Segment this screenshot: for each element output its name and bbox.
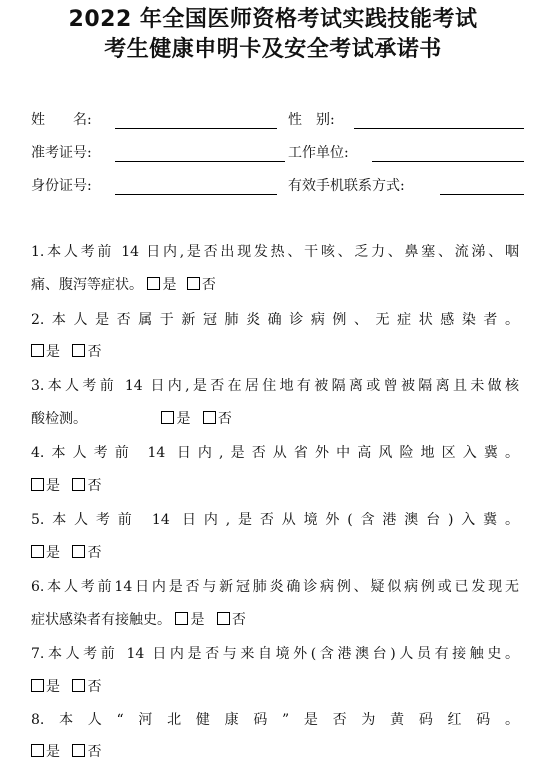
phone-field <box>288 177 528 197</box>
document-title-line2: 考生健康申明卡及安全考试承诺书 <box>104 37 442 62</box>
gender-input-line[interactable] <box>354 128 524 129</box>
question-7-line1: 7.本人考前 14 日内是否与来自境外(含港澳台)人员有接触史。 <box>31 646 519 662</box>
ticket-number-field <box>31 144 291 164</box>
checkbox-icon <box>31 744 44 757</box>
checkbox-icon <box>31 545 44 558</box>
checkbox-icon <box>161 411 174 424</box>
question-7-options <box>31 678 101 696</box>
checkbox-icon <box>175 612 188 625</box>
checkbox-icon <box>147 277 160 290</box>
ticket-number-label: 准考证号: <box>31 145 92 161</box>
q4-no-option[interactable]: 否 <box>72 477 101 495</box>
q6-no-option[interactable]: 否 <box>217 611 246 629</box>
question-6-line2: 症状感染者有接触史。 是 否 <box>31 612 246 628</box>
question-8-options <box>31 743 101 761</box>
question-5-line1: 5.本人考前 14 日内,是否从境外(含港澳台)入冀。 <box>31 512 519 528</box>
checkbox-icon <box>72 744 85 757</box>
question-4-options <box>31 477 101 495</box>
question-2-line1: 2.本人是否属于新冠肺炎确诊病例、无症状感染者。 <box>31 312 519 328</box>
q3-no-option[interactable]: 否 <box>203 410 232 428</box>
workplace-input-line[interactable] <box>372 161 524 162</box>
q7-yes-option[interactable]: 是 <box>31 678 60 696</box>
q5-yes-option[interactable]: 是 <box>31 544 60 562</box>
document-title-line1: 2022 年全国医师资格考试实践技能考试 <box>68 7 478 32</box>
question-8-line1: 8.本人“河北健康码”是否为黄码红码。 <box>31 712 519 728</box>
checkbox-icon <box>72 478 85 491</box>
checkbox-icon <box>72 679 85 692</box>
checkbox-icon <box>72 344 85 357</box>
question-5-options <box>31 544 101 562</box>
checkbox-icon <box>31 344 44 357</box>
q8-no-option[interactable]: 否 <box>72 743 101 761</box>
question-3-line1: 3.本人考前 14 日内,是否在居住地有被隔离或曾被隔离且未做核 <box>31 378 519 394</box>
q2-no-option[interactable]: 否 <box>72 343 101 361</box>
q5-no-option[interactable]: 否 <box>72 544 101 562</box>
workplace-field <box>288 144 528 164</box>
phone-input-line[interactable] <box>440 194 524 195</box>
checkbox-icon <box>187 277 200 290</box>
q3-yes-option[interactable]: 是 <box>161 410 190 428</box>
q4-yes-option[interactable]: 是 <box>31 477 60 495</box>
workplace-label: 工作单位: <box>288 145 349 161</box>
name-input-line[interactable] <box>115 128 277 129</box>
id-number-label: 身份证号: <box>31 178 92 194</box>
checkbox-icon <box>217 612 230 625</box>
q6-yes-option[interactable]: 是 <box>175 611 204 629</box>
question-2-options <box>31 343 101 361</box>
name-label: 姓 名: <box>31 112 92 128</box>
q1-no-option[interactable]: 否 <box>187 276 216 294</box>
checkbox-icon <box>72 545 85 558</box>
gender-field <box>288 111 528 131</box>
question-3-line2: 酸检测。 是 否 <box>31 411 232 427</box>
q1-yes-option[interactable]: 是 <box>147 276 176 294</box>
q8-yes-option[interactable]: 是 <box>31 743 60 761</box>
checkbox-icon <box>203 411 216 424</box>
q2-yes-option[interactable]: 是 <box>31 343 60 361</box>
question-4-line1: 4.本人考前 14 日内,是否从省外中高风险地区入冀。 <box>31 445 519 461</box>
gender-label: 性 别: <box>288 112 335 128</box>
checkbox-icon <box>31 679 44 692</box>
question-1-line1: 1.本人考前 14 日内,是否出现发热、干咳、乏力、鼻塞、流涕、咽 <box>31 244 519 260</box>
question-6-line1: 6.本人考前14日内是否与新冠肺炎确诊病例、疑似病例或已发现无 <box>31 579 519 595</box>
name-field <box>31 111 281 131</box>
q7-no-option[interactable]: 否 <box>72 678 101 696</box>
checkbox-icon <box>31 478 44 491</box>
id-number-field <box>31 177 281 197</box>
id-number-input-line[interactable] <box>115 194 277 195</box>
ticket-number-input-line[interactable] <box>115 161 285 162</box>
question-1-line2: 痛、腹泻等症状。 是 否 <box>31 277 216 293</box>
phone-label: 有效手机联系方式: <box>288 178 405 194</box>
